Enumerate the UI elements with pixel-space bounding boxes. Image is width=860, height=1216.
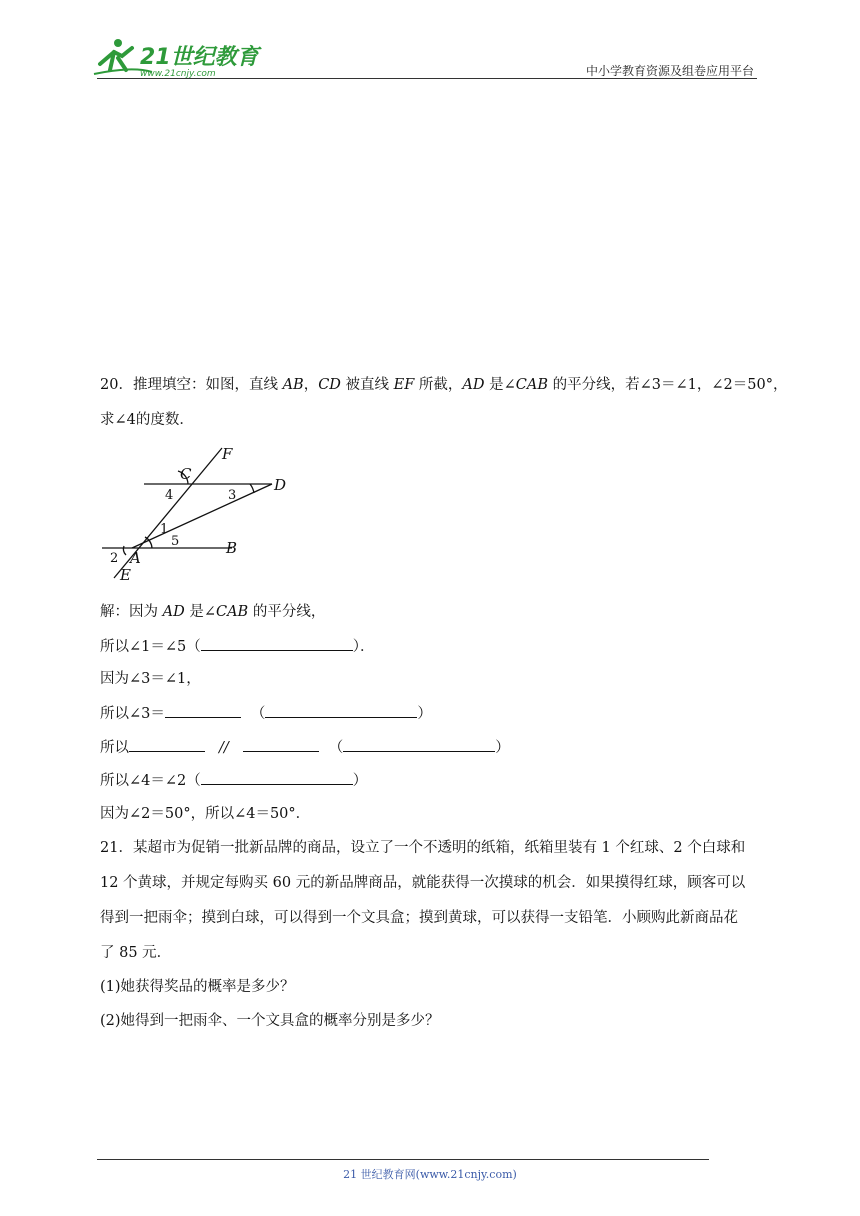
q21-part1: (1)她获得奖品的概率是多少？ — [100, 979, 295, 995]
q20-line2: 求∠4的度数． — [100, 412, 194, 428]
answer-blank-reason-1[interactable] — [201, 636, 353, 651]
footer-link[interactable]: 21 世纪教育网(www.21cnjy.com) — [343, 1168, 517, 1181]
solution-line2: 所以∠1＝∠5（ ）． — [100, 636, 375, 657]
solution-line1: 解：因为 AD 是∠CAB 的平分线， — [100, 604, 326, 620]
answer-blank-reason-4[interactable] — [201, 770, 353, 785]
site-logo — [92, 36, 262, 80]
solution-line4: 所以∠3＝ （ ） — [100, 703, 432, 724]
header-platform-text: 中小学教育资源及组卷应用平台 — [585, 64, 754, 78]
label-a: A — [130, 549, 141, 567]
geometry-figure — [98, 446, 298, 586]
answer-blank-line-2[interactable] — [243, 737, 319, 752]
solution-line3: 因为∠3＝∠1， — [100, 671, 201, 687]
line-ad — [132, 484, 272, 548]
q21-line4: 了 85 元． — [100, 945, 172, 961]
logo-url: www.21cnjy.com — [140, 69, 216, 79]
solution-line5: 所以 // （ ） — [100, 737, 510, 758]
label-angle-2: 2 — [110, 551, 119, 566]
label-angle-5: 5 — [171, 534, 180, 549]
q21-line3: 得到一把雨伞；摸到白球，可以得到一个文具盒；摸到黄球，可以获得一支铅笔．小顾购此新商品花 — [100, 910, 738, 926]
q20-line1: 20．推理填空：如图，直线 AB，CD 被直线 EF 所截，AD 是∠CAB 的平分线，若∠3＝∠1，∠2＝50°， — [100, 377, 788, 393]
answer-blank-reason-3[interactable] — [343, 737, 495, 752]
q21-line2: 12 个黄球，并规定每购买 60 元的新品牌商品，就能获得一次摸球的机会．如果摸得红球，顾客可以 — [100, 875, 746, 891]
header-divider — [97, 78, 757, 79]
label-c: C — [180, 465, 192, 483]
q21-line1: 21．某超市为促销一批新品牌的商品，设立了一个不透明的纸箱，纸箱里装有 1 个红球、2 个白球和 — [100, 840, 746, 856]
label-angle-3: 3 — [228, 488, 237, 503]
solution-line7: 因为∠2＝50°，所以∠4＝50°． — [100, 806, 311, 822]
label-b: B — [226, 539, 238, 557]
label-e: E — [120, 566, 131, 584]
arc-3 — [250, 484, 254, 493]
answer-blank-line-1[interactable] — [129, 737, 205, 752]
answer-blank-angle[interactable] — [165, 703, 241, 718]
label-angle-4: 4 — [165, 488, 174, 503]
label-d: D — [274, 476, 287, 494]
label-f: F — [222, 446, 233, 463]
answer-blank-reason-2[interactable] — [265, 703, 417, 718]
logo-text: 21世纪教育 — [140, 45, 259, 70]
arc-2 — [123, 546, 126, 555]
label-angle-1: 1 — [160, 522, 169, 537]
solution-line6: 所以∠4＝∠2（ ） — [100, 770, 367, 791]
q21-part2: (2)她得到一把雨伞、一个文具盒的概率分别是多少？ — [100, 1013, 440, 1029]
footer-divider — [97, 1159, 709, 1160]
